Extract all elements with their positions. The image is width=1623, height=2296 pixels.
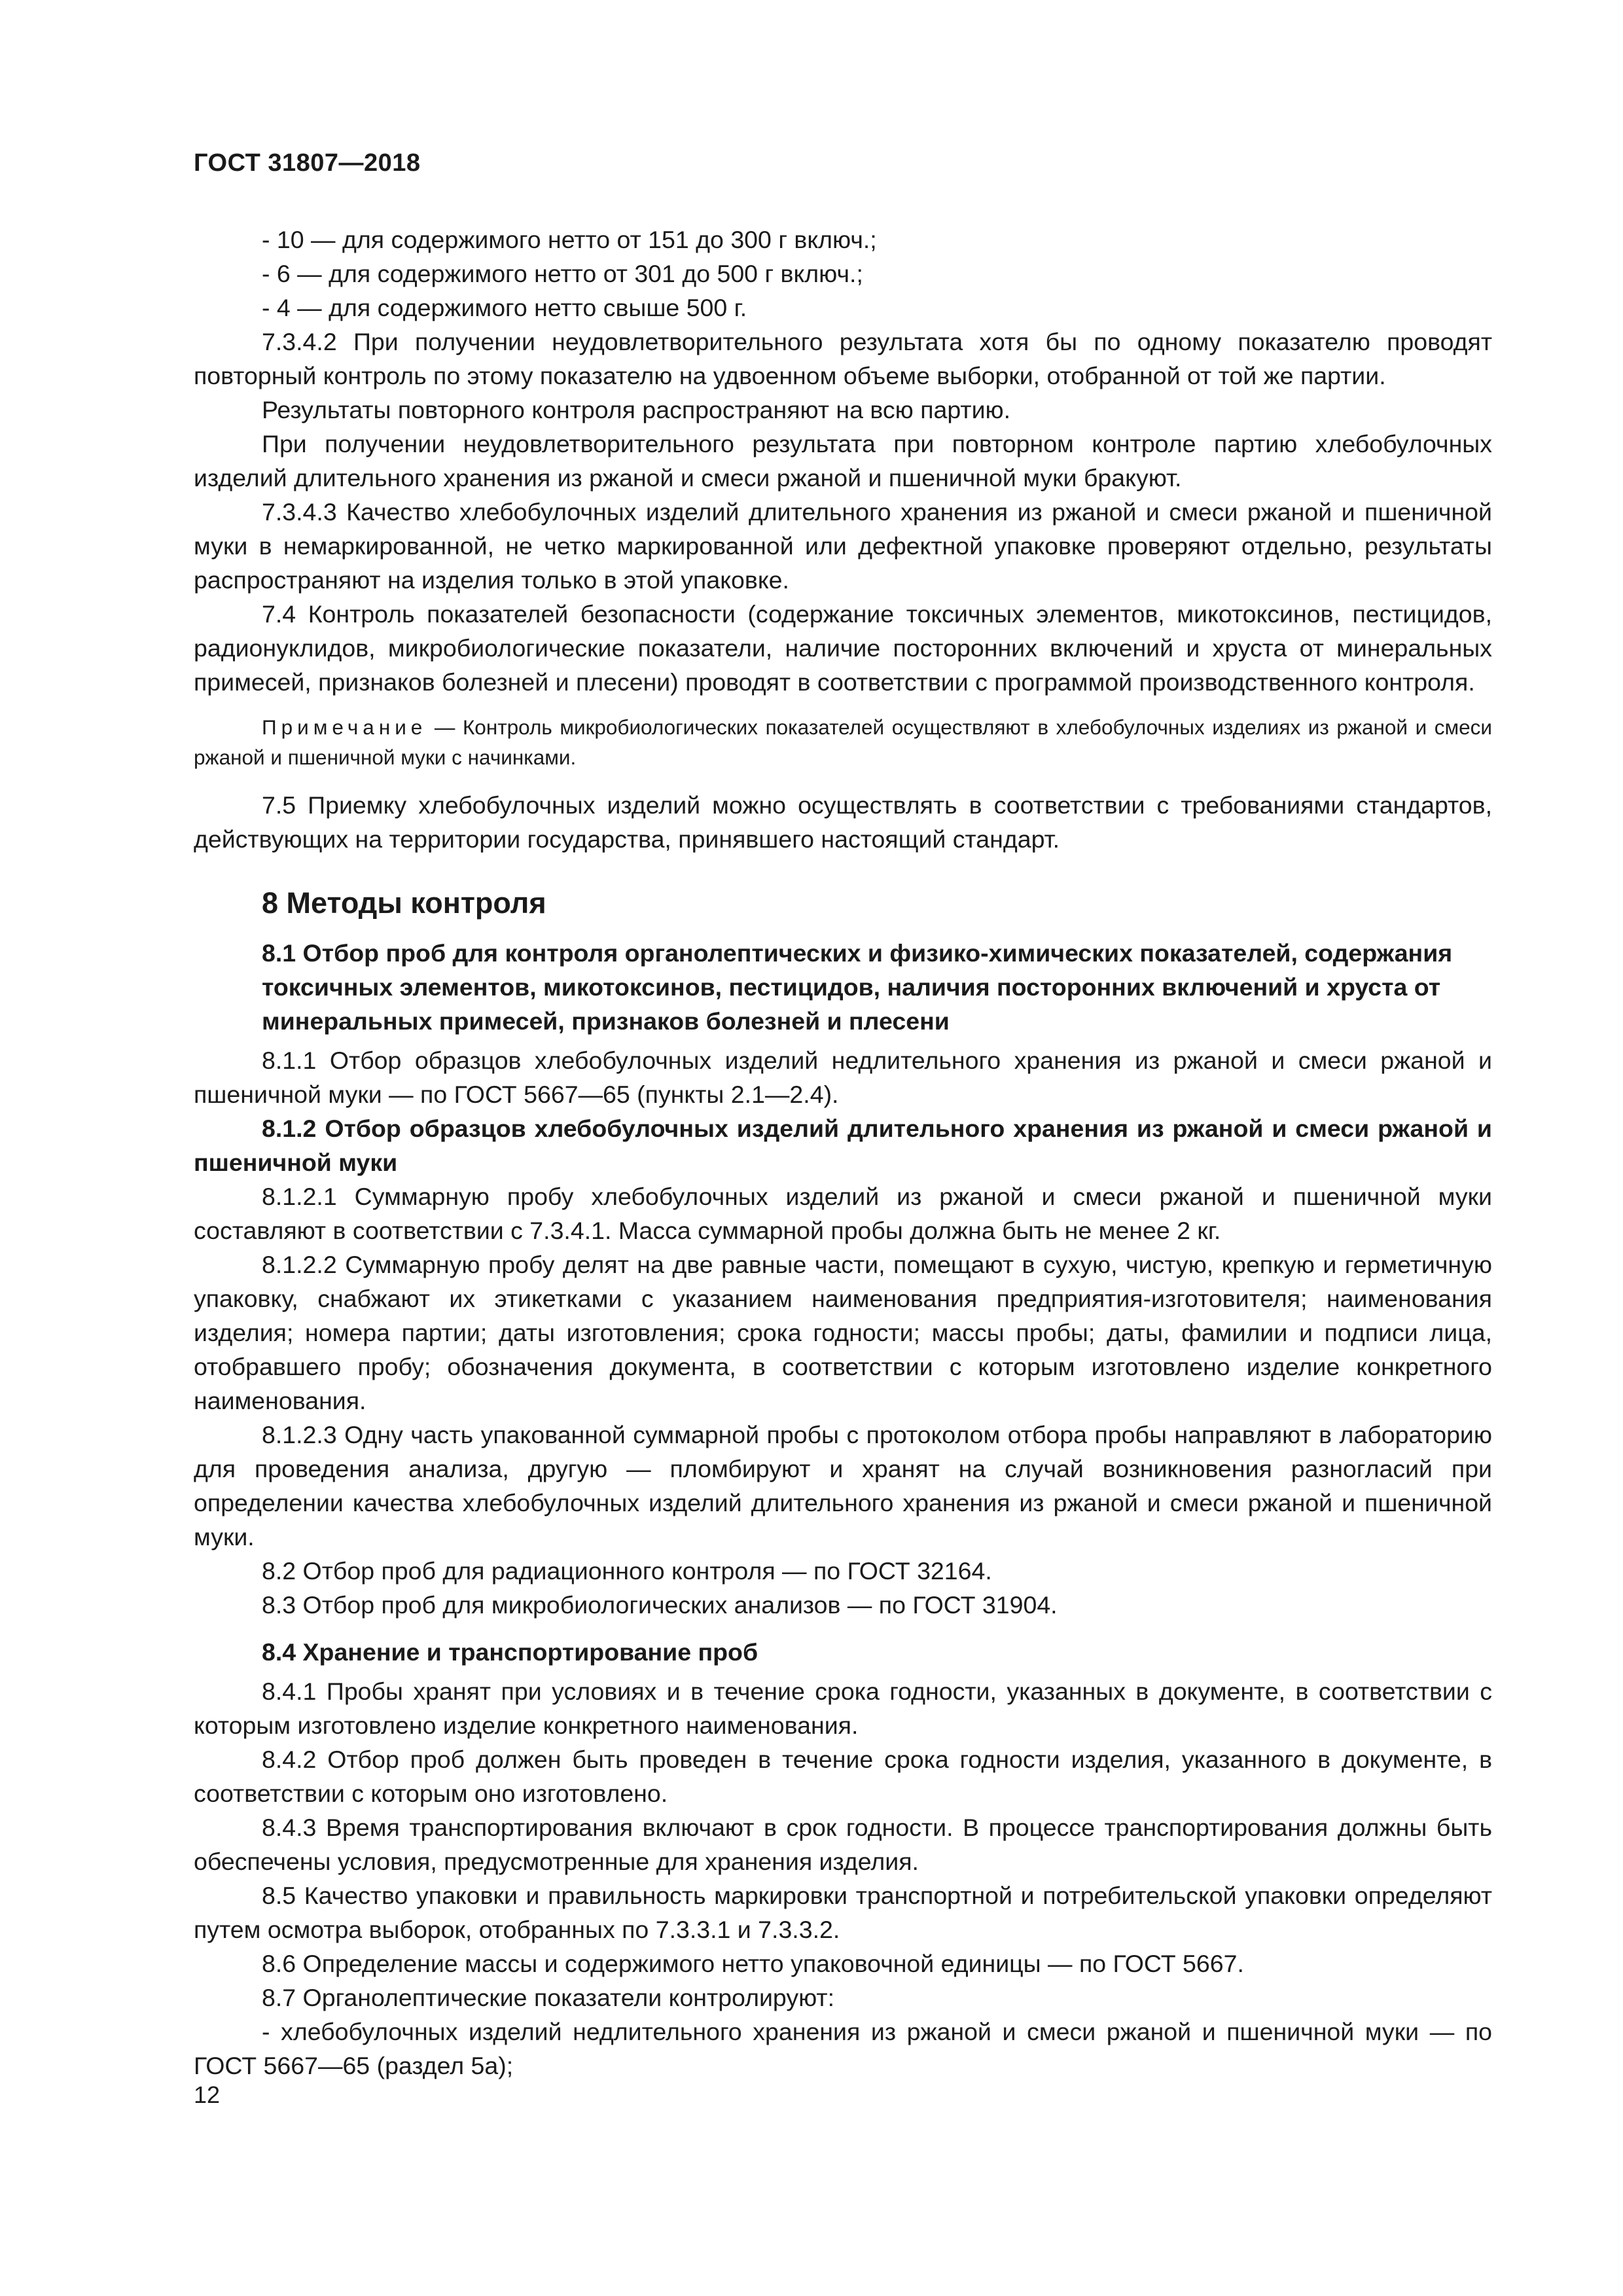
paragraph-8-2: 8.2 Отбор проб для радиационного контроля — по ГОСТ 32164. <box>262 1557 992 1585</box>
subsection-heading-8-4: 8.4 Хранение и транспортирование проб <box>262 1638 758 1666</box>
subsection-heading-8-1-2: 8.1.2 Отбор образцов хлебобулочных изделий длительного хранения из ржаной и смеси ржаной и пшеничной муки <box>194 1115 1492 1176</box>
list-item: - 4 — для содержимого нетто свыше 500 г. <box>262 294 747 321</box>
paragraph-8-1-2-1: 8.1.2.1 Суммарную пробу хлебобулочных изделий из ржаной и смеси ржаной и пшеничной муки составляют в соответствии с 7.3.4.1. Масса суммарной пробы должна быть не менее 2 кг. <box>194 1183 1492 1244</box>
paragraph-8-7: 8.7 Органолептические показатели контролируют: <box>262 1984 834 2011</box>
paragraph-7-5: 7.5 Приемку хлебобулочных изделий можно осуществлять в соответствии с требованиями стандартов, действующих на территории государства, принявшего настоящий стандарт. <box>194 791 1492 853</box>
subsection-heading-8-1: 8.1 Отбор проб для контроля органолептических и физико-химических показателей, содержания токсичных элементов, микотоксинов, пестицидов, наличия посторонних включений и хруста от минеральных примесей, признаков болезней и плесени <box>262 939 1453 1035</box>
paragraph-8-5: 8.5 Качество упаковки и правильность маркировки транспортной и потребительской упаковки определяют путем осмотра выборок, отобранных по 7.3.3.1 и 7.3.3.2. <box>194 1882 1492 1943</box>
list-item: - хлебобулочных изделий недлительного хранения из ржаной и смеси ржаной и пшеничной муки — по ГОСТ 5667—65 (раздел 5а); <box>194 2018 1492 2079</box>
document-header: ГОСТ 31807—2018 <box>194 149 421 177</box>
page-number: 12 <box>194 2081 221 2108</box>
note <box>194 712 1492 772</box>
list-item: - 10 — для содержимого нетто от 151 до 300 г включ.; <box>262 226 877 253</box>
paragraph-7-3-4-3: 7.3.4.3 Качество хлебобулочных изделий длительного хранения из ржаной и смеси ржаной и пшеничной муки в немаркированной, не четко маркированной или дефектной упаковке проверяют отдельно, результаты распространяют на изделия только в этой упаковке. <box>194 498 1492 594</box>
paragraph-7-3-4-2: 7.3.4.2 При получении неудовлетворительного результата хотя бы по одному показателю проводят повторный контроль по этому показателю на удвоенном объеме выборки, отобранной от той же партии. <box>194 328 1492 389</box>
paragraph-8-1-1: 8.1.1 Отбор образцов хлебобулочных изделий недлительного хранения из ржаной и смеси ржаной и пшеничной муки — по ГОСТ 5667—65 (пункты 2.1—2.4). <box>194 1047 1492 1108</box>
paragraph-repeat-control: Результаты повторного контроля распространяют на всю партию. <box>262 396 1011 423</box>
paragraph-8-3: 8.3 Отбор проб для микробиологических анализов — по ГОСТ 31904. <box>262 1591 1058 1619</box>
paragraph-8-4-1: 8.4.1 Пробы хранят при условиях и в течение срока годности, указанных в документе, в соответствии с которым изготовлено изделие конкретного наименования. <box>194 1677 1492 1739</box>
note-label: Примечание <box>262 715 427 739</box>
section-heading-8: 8 Методы контроля <box>262 886 546 920</box>
document-body <box>194 223 1492 2083</box>
list-item: - 6 — для содержимого нетто от 301 до 500 г включ.; <box>262 260 863 287</box>
paragraph-8-1-2-2: 8.1.2.2 Суммарную пробу делят на две равные части, помещают в сухую, чистую, крепкую и герметичную упаковку, снабжают их этикетками с указанием наименования предприятия-изготовителя; наименования изделия; номера партии; даты изготовления; срока годности; массы пробы; даты, фамилии и подписи лица, отобравшего пробу; обозначения документа, в соответствии с которым изготовлено изделие конкретного наименования. <box>194 1251 1492 1414</box>
note-text: — Контроль микробиологических показателей осуществляют в хлебобулочных изделиях из ржаной и смеси ржаной и пшеничной муки с начинками. <box>194 715 1492 769</box>
paragraph-8-1-2-3: 8.1.2.3 Одну часть упакованной суммарной пробы с протоколом отбора пробы направляют в лабораторию для проведения анализа, другую — пломбируют и хранят на случай возникновения разногласий при определении качества хлебобулочных изделий длительного хранения из ржаной и смеси ржаной и пшеничной муки. <box>194 1421 1492 1551</box>
paragraph-7-4: 7.4 Контроль показателей безопасности (содержание токсичных элементов, микотоксинов, пестицидов, радионуклидов, микробиологические показатели, наличие посторонних включений и хруста от минеральных примесей, признаков болезней и плесени) проводят в соответствии с программой производственного контроля. <box>194 600 1492 696</box>
paragraph-8-4-3: 8.4.3 Время транспортирования включают в срок годности. В процессе транспортирования должны быть обеспечены условия, предусмотренные для хранения изделия. <box>194 1814 1492 1875</box>
paragraph-8-6: 8.6 Определение массы и содержимого нетто упаковочной единицы — по ГОСТ 5667. <box>262 1950 1244 1977</box>
paragraph-8-4-2: 8.4.2 Отбор проб должен быть проведен в течение срока годности изделия, указанного в документе, в соответствии с которым оно изготовлено. <box>194 1746 1492 1807</box>
paragraph-reject: При получении неудовлетворительного результата при повторном контроле партию хлебобулочных изделий длительного хранения из ржаной и смеси ржаной и пшеничной муки бракуют. <box>194 430 1492 492</box>
